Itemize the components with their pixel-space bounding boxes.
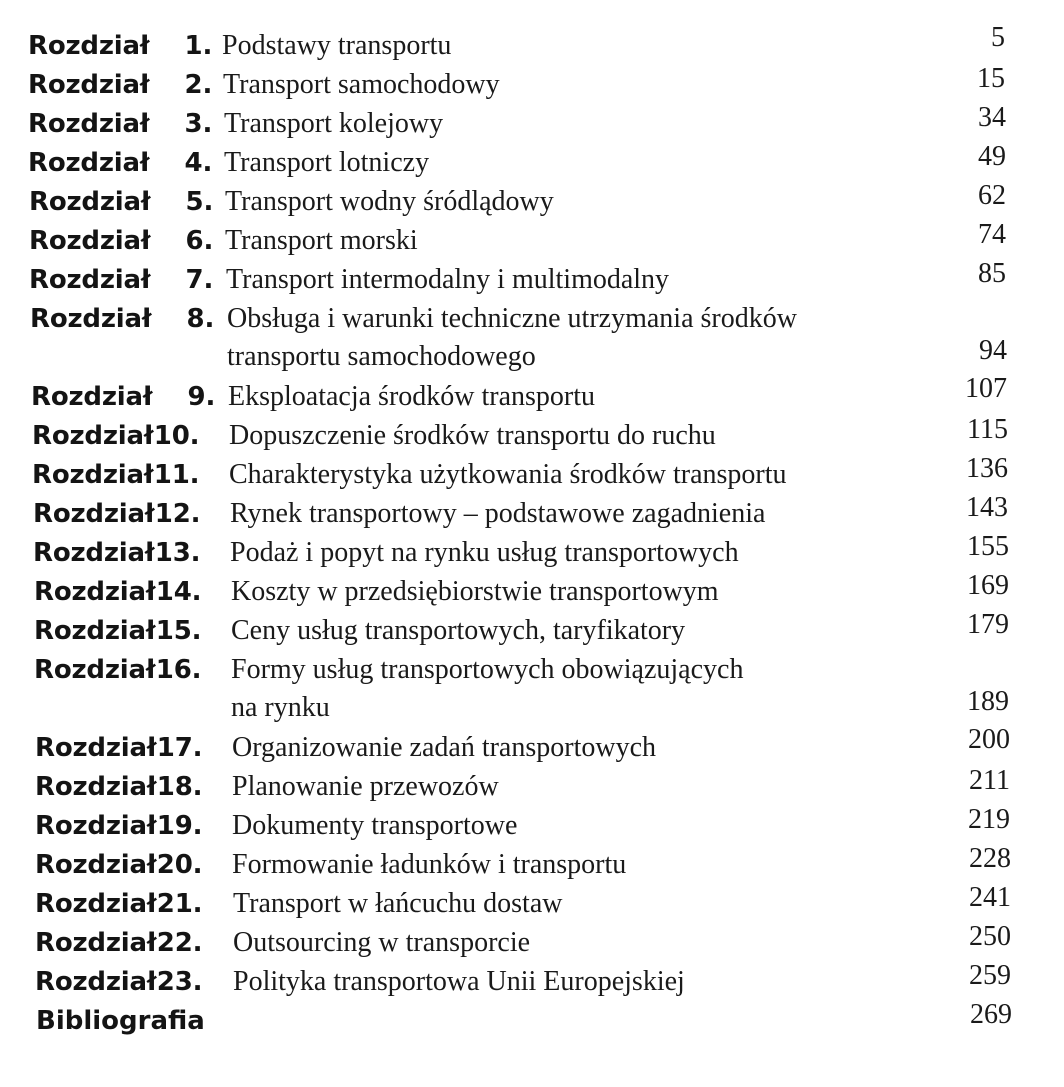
chapter-title-continuation: transportu samochodowego [227,341,536,372]
toc-entry [0,882,1064,923]
chapter-label [34,612,201,650]
page-number: 94 [979,335,1007,366]
chapter-number: 2. [184,70,213,100]
chapter-label [30,300,214,338]
page-number: 219 [968,804,1010,835]
chapter-number: 16. [155,655,202,685]
chapter-number: 5. [185,187,214,217]
chapter-word: Rozdział [28,31,150,61]
chapter-word: Rozdział [32,421,154,451]
chapter-title: Transport morski [225,225,418,256]
toc-entry [0,651,1064,729]
chapter-number: 12. [154,499,201,529]
chapter-title: Transport kolejowy [224,108,444,139]
chapter-label [31,378,215,416]
chapter-label [35,807,202,845]
chapter-word: Rozdział [29,226,151,256]
chapter-number: 17. [156,733,203,763]
chapter-label [35,963,202,1001]
page-number: 85 [978,258,1006,289]
chapter-word: Rozdział [35,811,157,841]
chapter-label [29,183,213,221]
chapter-label [34,573,201,611]
toc-entry [0,63,1064,104]
toc-entry [0,531,1064,572]
chapter-number: 22. [156,928,203,958]
chapter-number: 9. [187,382,216,412]
toc-entry-bibliography [0,999,1064,1040]
chapter-title: Eksploatacja środków transportu [228,381,596,412]
toc-entry [0,141,1064,182]
chapter-label [35,885,202,923]
chapter-number: 15. [155,616,202,646]
chapter-title: Transport wodny śródlądowy [225,186,554,217]
chapter-number: 23. [156,967,203,997]
chapter-title: Outsourcing w transporcie [233,927,531,958]
chapter-word: Rozdział [35,772,157,802]
toc-entry [0,453,1064,494]
page-number: 169 [967,570,1009,601]
page-number: 136 [966,453,1008,484]
chapter-word: Rozdział [30,304,152,334]
toc-entry [0,373,1064,416]
chapter-number: 8. [186,304,215,334]
page-number: 155 [967,531,1009,562]
chapter-title [231,651,743,727]
toc-entry [0,843,1064,884]
chapter-title-line: Formy usług transportowych obowiązujących [231,654,744,685]
chapter-word: Rozdział [35,928,157,958]
chapter-title: Rynek transportowy – podstawowe zagadnienia [230,498,766,529]
toc-entry [0,960,1064,1001]
chapter-number: 18. [156,772,203,802]
chapter-word: Rozdział [32,460,154,490]
chapter-number: 11. [153,460,200,490]
chapter-number: 3. [184,109,213,139]
chapter-label [33,495,200,533]
page-number: 269 [970,999,1012,1030]
toc-entry [0,609,1064,650]
chapter-number: 14. [155,577,202,607]
chapter-number: 13. [154,538,201,568]
chapter-word: Rozdział [35,967,157,997]
chapter-title: Transport lotniczy [224,147,430,178]
chapter-title: Podaż i popyt na rynku usług transportowych [230,537,739,568]
toc-entry [0,258,1064,299]
page-number: 200 [968,724,1010,755]
chapter-label [29,261,213,299]
chapter-number: 10. [153,421,200,451]
page-number: 107 [965,373,1007,404]
chapter-number: 19. [156,811,203,841]
toc-entry [0,102,1064,143]
chapter-label [35,924,202,962]
chapter-number: 20. [156,850,203,880]
chapter-label [32,456,199,494]
bibliography-label: Bibliografia [36,1006,205,1036]
page-number: 74 [978,219,1006,250]
chapter-word: Rozdział [34,655,156,685]
chapter-word: Rozdział [35,850,157,880]
chapter-number: 4. [184,148,213,178]
chapter-word: Rozdział [34,577,156,607]
chapter-label [35,729,202,767]
chapter-title: Dokumenty transportowe [232,810,518,841]
chapter-title: Transport w łańcuchu dostaw [233,888,563,919]
chapter-label [32,417,199,455]
chapter-label [34,651,201,689]
chapter-title: Planowanie przewozów [232,771,499,802]
chapter-title: Koszty w przedsiębiorstwie transportowym [231,576,719,607]
chapter-title: Dopuszczenie środków transportu do ruchu [229,420,716,451]
chapter-word: Rozdział [28,70,150,100]
page-number: 115 [967,414,1008,445]
chapter-label [28,144,212,182]
chapter-word: Rozdział [29,187,151,217]
chapter-title: Polityka transportowa Unii Europejskiej [233,966,685,997]
page-number: 189 [967,686,1009,717]
page-number: 228 [969,843,1011,874]
toc-entry [0,724,1064,767]
chapter-word: Rozdział [35,889,157,919]
page-number: 179 [967,609,1009,640]
chapter-word: Rozdział [34,616,156,646]
chapter-label [29,222,213,260]
chapter-word: Rozdział [35,733,157,763]
page-number: 250 [969,921,1011,952]
chapter-label [35,846,202,884]
chapter-number: 6. [185,226,214,256]
chapter-title: Podstawy transportu [222,30,452,61]
chapter-title: Transport intermodalny i multimodalny [226,264,670,295]
page-number: 211 [969,765,1010,796]
toc-entry [0,300,1064,378]
toc-entry [0,765,1064,806]
chapter-word: Rozdział [31,382,153,412]
chapter-word: Rozdział [33,538,155,568]
chapter-title: Transport samochodowy [223,69,500,100]
page-number: 5 [991,22,1005,53]
page-number: 49 [978,141,1006,172]
chapter-number: 7. [185,265,214,295]
chapter-word: Rozdział [33,499,155,529]
chapter-label [35,768,202,806]
chapter-number: 1. [184,31,213,61]
chapter-title [227,300,797,376]
chapter-label [28,27,212,65]
toc-entry [0,921,1064,962]
chapter-title-line: Obsługa i warunki techniczne utrzymania środków [227,303,797,334]
page-number: 62 [978,180,1006,211]
chapter-title-continuation: na rynku [231,692,330,723]
toc-entry [0,492,1064,533]
page-number: 259 [969,960,1011,991]
toc-entry [0,180,1064,221]
toc-entry [0,414,1064,455]
page-number: 34 [978,102,1006,133]
chapter-word: Rozdział [28,148,150,178]
page-number: 143 [966,492,1008,523]
chapter-title: Formowanie ładunków i transportu [232,849,627,880]
chapter-number: 21. [156,889,203,919]
chapter-title: Charakterystyka użytkowania środków transportu [229,459,787,490]
toc-entry [0,22,1064,65]
page-number: 15 [977,63,1005,94]
chapter-label [28,66,212,104]
toc-entry [0,219,1064,260]
toc-entry [0,804,1064,845]
chapter-title: Ceny usług transportowych, taryfikatory [231,615,686,646]
chapter-title: Organizowanie zadań transportowych [232,732,656,763]
chapter-word: Rozdział [28,109,150,139]
page-number: 241 [969,882,1011,913]
chapter-label [28,105,212,143]
chapter-label [33,534,200,572]
chapter-word: Rozdział [29,265,151,295]
toc-entry [0,570,1064,611]
